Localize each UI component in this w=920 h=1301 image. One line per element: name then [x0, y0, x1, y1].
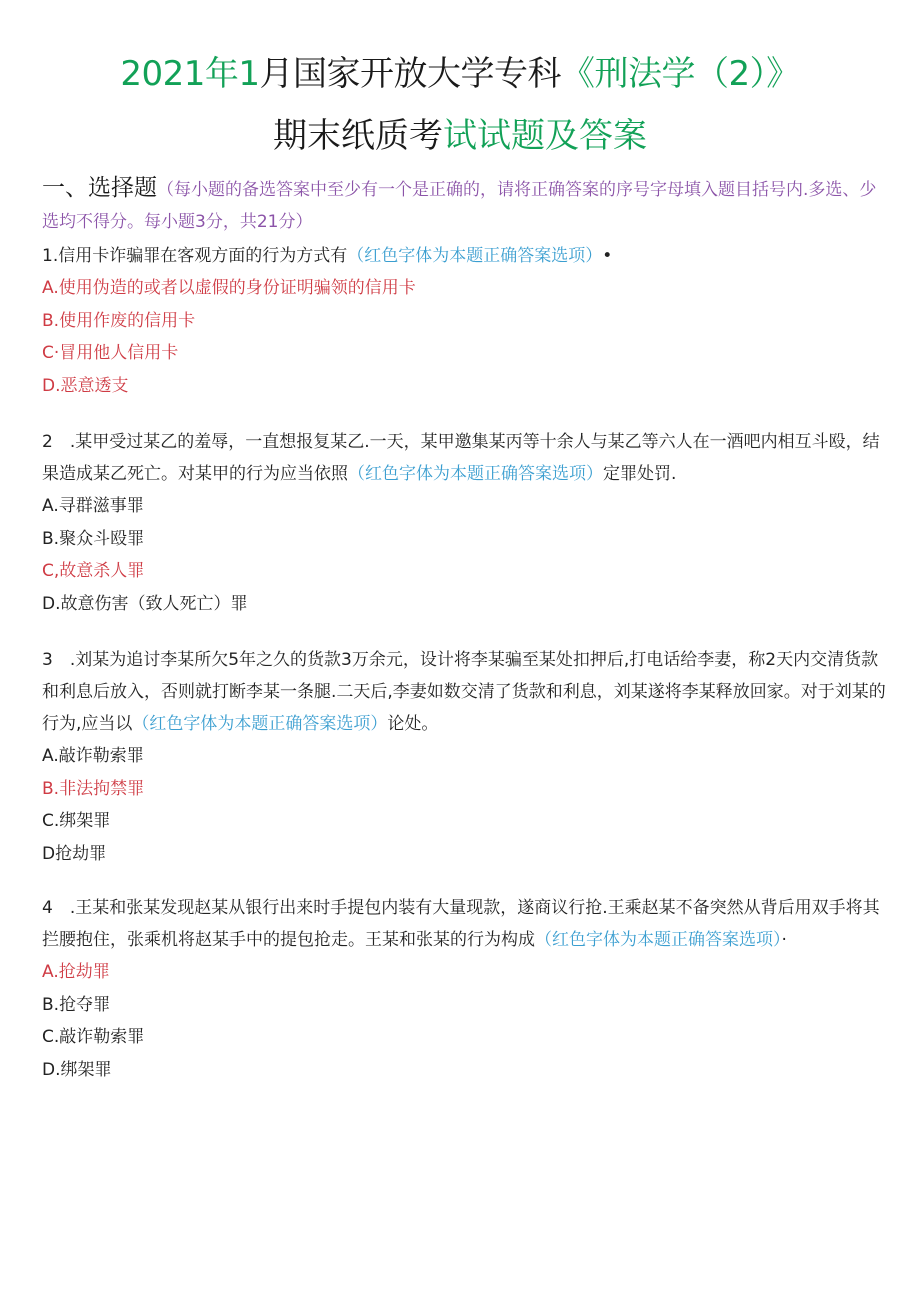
question-text: 4 .王某和张某发现赵某从银行出来时手提包内装有大量现款，遂商议行抢.王乘赵某不备突然从背后用双手将其拦腰抱住，张乘机将赵某手中的提包抢走。王某和张某的行为构成: [42, 898, 880, 950]
option-b: B.抢夺罪: [42, 994, 111, 1015]
question-text: 2 .某甲受过某乙的羞辱，一直想报复某乙.一天，某甲邀集某丙等十余人与某乙等六人在一酒吧内相互斗殴，结果造成某乙死亡。对某甲的行为应当依照: [42, 432, 880, 484]
option-d: D.绑架罪: [42, 1059, 112, 1080]
option-d: D.故意伤害（致人死亡）罪: [42, 593, 248, 614]
document-title-line1: [0, 50, 920, 98]
title-main: 月国家开放大学专科: [259, 54, 562, 94]
title2-green: 试试题及答案: [443, 116, 647, 156]
title2-black: 期末纸质考: [273, 116, 443, 156]
section-heading: 一、选择题: [42, 175, 157, 201]
document-title-line2: [0, 112, 920, 160]
title-year: 2021年1: [120, 54, 260, 94]
option-d: D抢劫罪: [42, 843, 107, 864]
question-3: [42, 644, 888, 740]
question-text: 1.信用卡诈骗罪在客观方面的行为方式有: [42, 246, 348, 266]
option-c: C,故意杀人罪: [42, 561, 145, 581]
option-b: B.使用作废的信用卡: [42, 310, 196, 331]
question-4: [42, 892, 888, 956]
option-b: B.非法拘禁罪: [42, 778, 145, 799]
option-c: C.绑架罪: [42, 811, 111, 831]
option-c: C·冒用他人信用卡: [42, 343, 179, 363]
option-c: C.敲诈勒索罪: [42, 1027, 145, 1047]
question-1: [42, 240, 888, 272]
title-course: 《刑法学（2）》: [561, 54, 800, 94]
question-tail: ·: [781, 930, 787, 950]
option-a: A.敲诈勒索罪: [42, 746, 144, 766]
question-2: [42, 426, 888, 490]
question-text: 3 .刘某为追讨李某所欠5年之久的货款3万余元，设计将李某骗至某处扣押后,打电话给李妻，称2天内交清货款和利息后放入，否则就打断李某一条腿.二天后,李妻如数交清了货款和利息，刘某遂将李某释放回家。对于刘某的行为,应当以: [42, 650, 886, 734]
section-header: [42, 172, 888, 238]
answer-hint: （红色字体为本题正确答案选项）: [348, 464, 603, 484]
answer-hint: （红色字体为本题正确答案选项）: [535, 930, 782, 950]
question-tail: •: [602, 246, 613, 266]
option-d: D.恶意透支: [42, 375, 129, 396]
answer-hint: （红色字体为本题正确答案选项）: [132, 714, 388, 734]
document-body: [42, 172, 888, 1086]
option-a: A.使用伪造的或者以虚假的身份证明骗领的信用卡: [42, 278, 416, 298]
question-tail: 定罪处罚.: [603, 464, 677, 484]
section-instruction: （每小题的备选答案中至少有一个是正确的，请将正确答案的序号字母填入题目括号内.多选、少选均不得分。每小题3分，共21分）: [42, 180, 877, 232]
option-a: A.抢劫罪: [42, 962, 110, 982]
answer-hint: （红色字体为本题正确答案选项）: [347, 246, 603, 266]
option-b: B.聚众斗殴罪: [42, 528, 145, 549]
option-a: A.寻群滋事罪: [42, 496, 144, 516]
question-tail: 论处。: [387, 714, 439, 734]
